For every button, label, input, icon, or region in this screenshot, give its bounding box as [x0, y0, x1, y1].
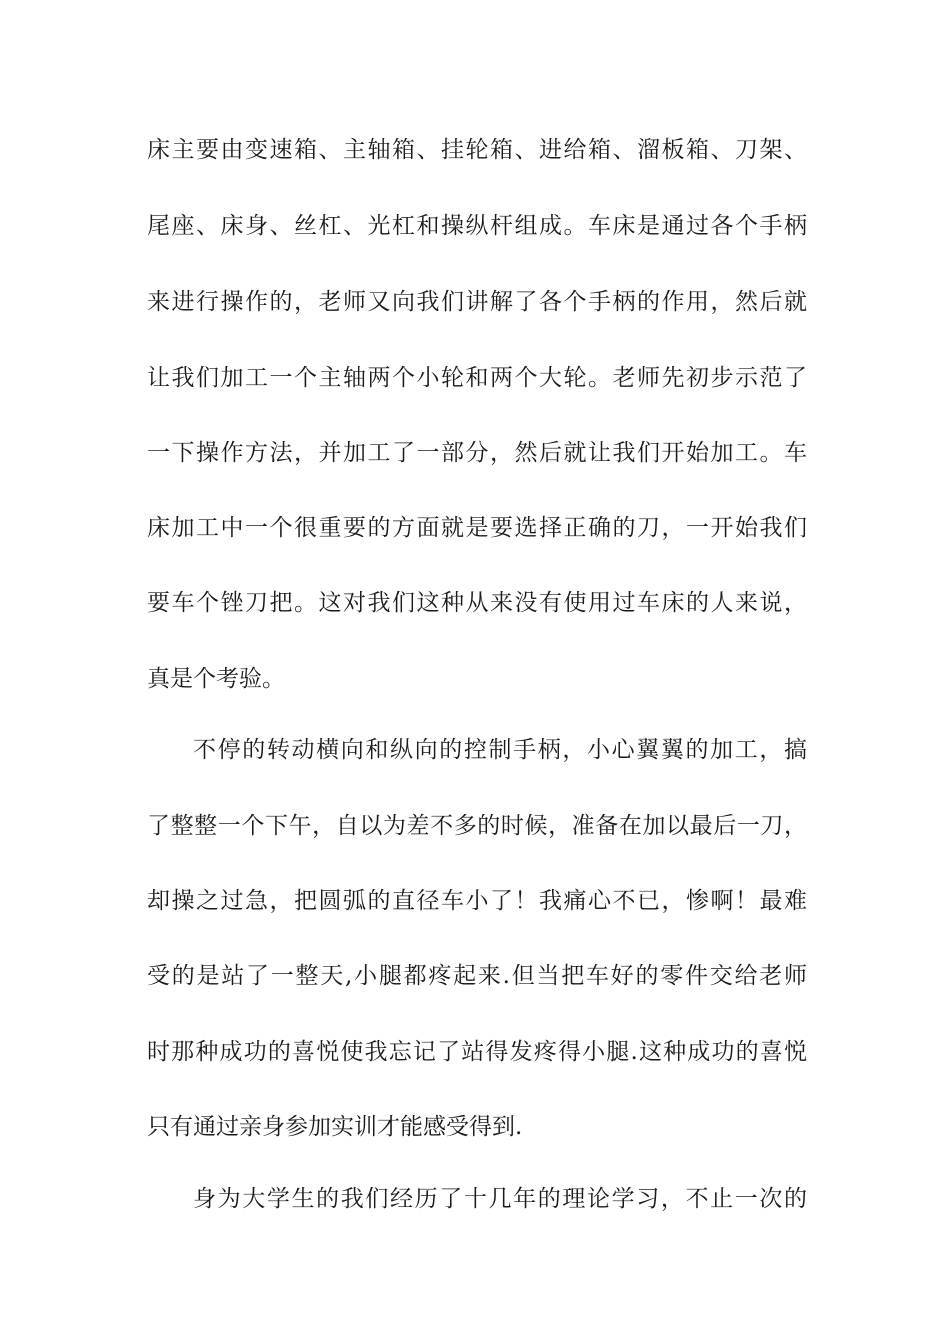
paragraph-line: 尾座、床身、丝杠、光杠和操纵杆组成。车床是通过各个手柄	[147, 213, 807, 239]
paragraph-line-indented: 身为大学生的我们经历了十几年的理论学习，不止一次的	[193, 1186, 807, 1212]
paragraph-line: 要车个锉刀把。这对我们这种从来没有使用过车床的人来说，	[147, 590, 807, 616]
paragraph-line: 床加工中一个很重要的方面就是要选择正确的刀，一开始我们	[147, 515, 807, 541]
paragraph-line: 只有通过亲身参加实训才能感受得到.	[147, 1114, 523, 1140]
paragraph-line: 时那种成功的喜悦使我忘记了站得发疼得小腿.这种成功的喜悦	[147, 1039, 807, 1065]
paragraph-line: 床主要由变速箱、主轴箱、挂轮箱、进给箱、溜板箱、刀架、	[147, 137, 807, 163]
paragraph-line: 了整整一个下午，自以为差不多的时候，准备在加以最后一刀，	[147, 813, 807, 839]
paragraph-line: 让我们加工一个主轴两个小轮和两个大轮。老师先初步示范了	[147, 365, 807, 391]
paragraph-line: 真是个考验。	[147, 666, 285, 692]
paragraph-line: 却操之过急，把圆弧的直径车小了！我痛心不已，惨啊！最难	[147, 888, 807, 914]
paragraph-line: 一下操作方法，并加工了一部分，然后就让我们开始加工。车	[147, 440, 807, 466]
paragraph-line-indented: 不停的转动横向和纵向的控制手柄，小心翼翼的加工，搞	[193, 737, 807, 763]
paragraph-line: 来进行操作的，老师又向我们讲解了各个手柄的作用，然后就	[147, 289, 807, 315]
paragraph-line: 受的是站了一整天,小腿都疼起来.但当把车好的零件交给老师	[147, 963, 807, 989]
